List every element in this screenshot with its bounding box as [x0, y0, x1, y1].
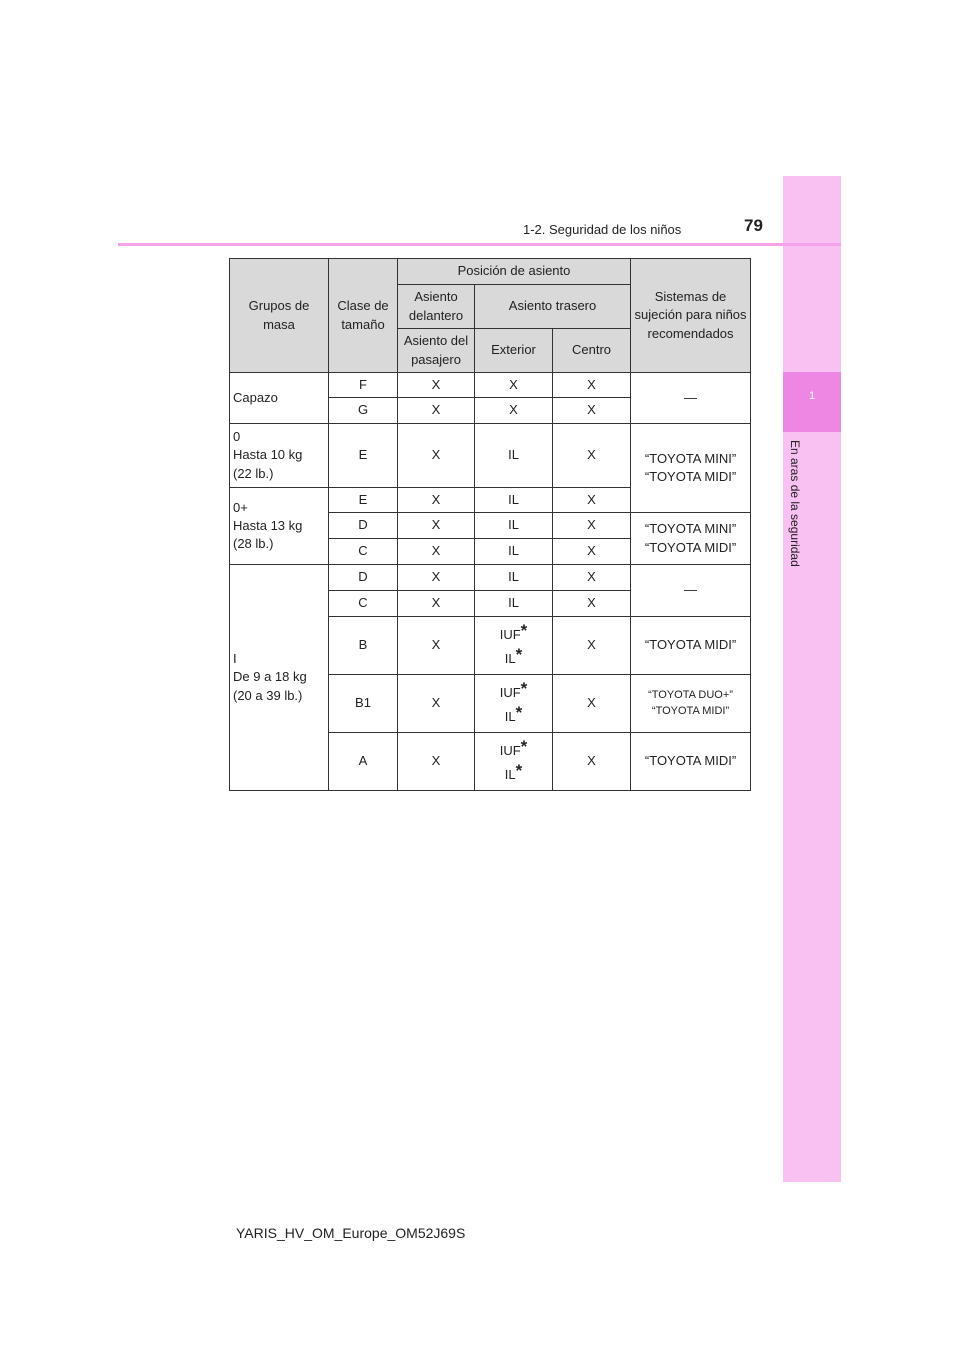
exterior-line [478, 762, 549, 786]
exterior-cell [475, 617, 553, 675]
class-cell: E [329, 424, 398, 488]
exterior-line [478, 622, 549, 646]
page-number: 79 [744, 216, 763, 235]
exterior-cell: X [475, 398, 553, 424]
exterior-cell: IL [475, 424, 553, 488]
recommended-line: “TOYOTA MIDI” [644, 469, 737, 484]
header-passenger-seat: Asiento del pasajero [398, 329, 475, 373]
group-line: 0 [233, 429, 241, 445]
center-cell: X [553, 488, 631, 513]
header-exterior: Exterior [475, 329, 553, 373]
center-cell: X [553, 617, 631, 675]
asterisk-mark: * [515, 702, 523, 722]
header-recommended: Sistemas de sujeción para niños recomendados [631, 259, 751, 373]
asterisk-mark: * [515, 760, 523, 780]
exterior-cell: IL [475, 539, 553, 565]
table-row [230, 373, 751, 398]
child-seat-table [229, 258, 751, 791]
recommended-cell: “TOYOTA MIDI” [631, 617, 751, 675]
front-cell: X [398, 733, 475, 791]
recommended-cell: “TOYOTA MIDI” [631, 733, 751, 791]
section-title: 1-2. Seguridad de los niños [523, 222, 682, 237]
exterior-code: IL [504, 766, 516, 782]
class-cell: C [329, 591, 398, 617]
asterisk-mark: * [520, 736, 528, 756]
exterior-cell [475, 733, 553, 791]
recommended-line: “TOYOTA MIDI” [644, 539, 737, 555]
exterior-code: IUF [499, 684, 521, 700]
exterior-code: IL [504, 708, 516, 724]
asterisk-mark: * [515, 644, 523, 664]
class-cell: A [329, 733, 398, 791]
header-center: Centro [553, 329, 631, 373]
center-cell: X [553, 733, 631, 791]
header-rule [118, 243, 841, 246]
recommended-cell: — [631, 565, 751, 617]
front-cell: X [398, 513, 475, 539]
exterior-cell: IL [475, 513, 553, 539]
center-cell: X [553, 398, 631, 424]
group-cell [230, 488, 329, 565]
class-cell: G [329, 398, 398, 424]
center-cell: X [553, 539, 631, 565]
recommended-cell [631, 513, 751, 565]
group-cell: Capazo [230, 373, 329, 424]
front-cell: X [398, 539, 475, 565]
class-cell: D [329, 565, 398, 591]
group-cell [230, 424, 329, 488]
exterior-cell: X [475, 373, 553, 398]
exterior-code: IUF [499, 742, 521, 758]
front-cell: X [398, 617, 475, 675]
chapter-sidebar [783, 176, 841, 1182]
exterior-cell: IL [475, 565, 553, 591]
center-cell: X [553, 424, 631, 488]
exterior-cell: IL [475, 488, 553, 513]
asterisk-mark: * [520, 678, 528, 698]
table-row [230, 424, 751, 488]
group-line: De 9 a 18 kg [233, 669, 307, 685]
group-line: Hasta 10 kg [233, 447, 303, 463]
group-line: I [233, 651, 237, 667]
chapter-number: 1 [808, 390, 816, 402]
exterior-cell [475, 675, 553, 733]
class-cell: B [329, 617, 398, 675]
group-line: (22 lb.) [233, 465, 274, 481]
table-row [230, 565, 751, 591]
class-cell: D [329, 513, 398, 539]
document-id: YARIS_HV_OM_Europe_OM52J69S [236, 1225, 466, 1241]
front-cell: X [398, 565, 475, 591]
exterior-line [478, 704, 549, 728]
header-front-seat: Asiento delantero [398, 285, 475, 329]
exterior-line [478, 646, 549, 670]
front-cell: X [398, 373, 475, 398]
class-cell: E [329, 488, 398, 513]
front-cell: X [398, 398, 475, 424]
center-cell: X [553, 513, 631, 539]
exterior-cell: IL [475, 591, 553, 617]
group-line: (28 lb.) [233, 536, 274, 552]
header-size-class: Clase de tamaño [329, 259, 398, 373]
recommended-cell [631, 424, 751, 513]
header-rear-seat: Asiento trasero [475, 285, 631, 329]
recommended-line: “TOYOTA DUO+” [648, 689, 733, 702]
center-cell: X [553, 591, 631, 617]
exterior-line [478, 738, 549, 762]
group-cell [230, 565, 329, 791]
class-cell: B1 [329, 675, 398, 733]
recommended-line: “TOYOTA MINI” [644, 450, 737, 466]
front-cell: X [398, 424, 475, 488]
front-cell: X [398, 675, 475, 733]
header-seat-position: Posición de asiento [398, 259, 631, 285]
recommended-line: “TOYOTA MIDI” [651, 704, 730, 717]
group-line: (20 a 39 lb.) [233, 687, 303, 703]
front-cell: X [398, 591, 475, 617]
chapter-tab [783, 372, 841, 432]
recommended-cell: — [631, 373, 751, 424]
exterior-code: IUF [499, 626, 521, 642]
header-mass-group: Grupos de masa [230, 259, 329, 373]
recommended-line: “TOYOTA MINI” [644, 521, 737, 537]
center-cell: X [553, 373, 631, 398]
exterior-code: IL [504, 650, 516, 666]
group-line: Hasta 13 kg [233, 517, 303, 533]
center-cell: X [553, 675, 631, 733]
recommended-cell [631, 675, 751, 733]
class-cell: F [329, 373, 398, 398]
class-cell: C [329, 539, 398, 565]
chapter-title: En aras de la seguridad [788, 440, 802, 567]
exterior-line [478, 680, 549, 704]
center-cell: X [553, 565, 631, 591]
front-cell: X [398, 488, 475, 513]
asterisk-mark: * [520, 620, 528, 640]
group-line: 0+ [233, 499, 248, 515]
